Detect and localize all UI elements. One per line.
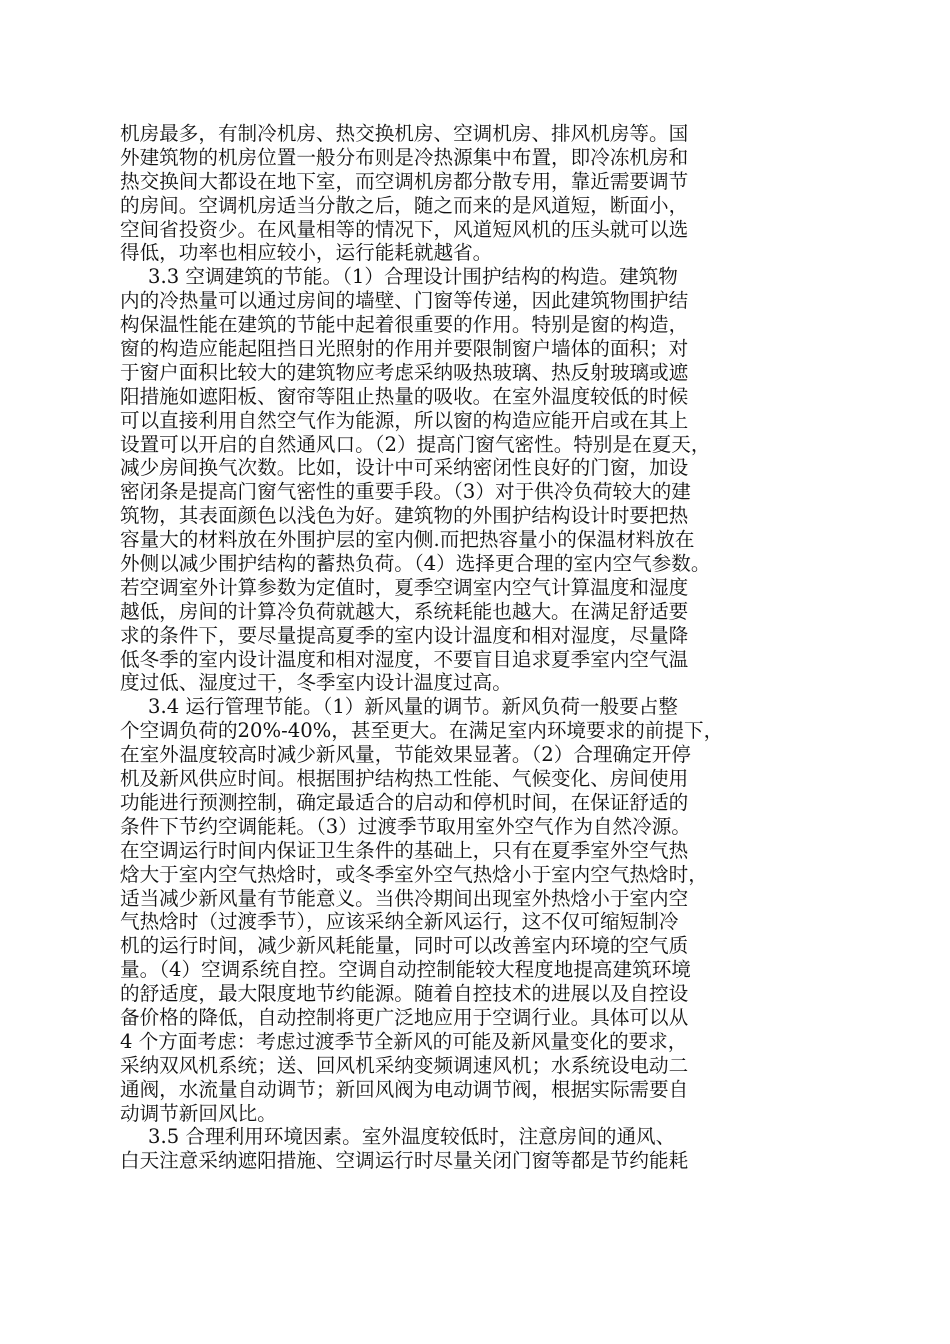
text-line: 热交换间大都设在地下室，而空调机房都分散专用，靠近需要调节	[120, 169, 689, 193]
text-line: 越低，房间的计算冷负荷就越大，系统耗能也越大。在满足舒适要	[120, 599, 689, 623]
text-line: 在空调运行时间内保证卫生条件的基础上，只有在夏季室外空气热	[120, 838, 689, 862]
text-line: 设置可以开启的自然通风口。（2）提高门窗气密性。特别是在夏天，	[120, 432, 711, 456]
text-line: 的舒适度，最大限度地节约能源。随着自控技术的进展以及自控设	[120, 982, 689, 1006]
text-line: 焓大于室内空气热焓时，或冬季室外空气热焓小于室内空气热焓时，	[120, 862, 708, 886]
text-line: 于窗户面积比较大的建筑物应考虑采纳吸热玻璃、热反射玻璃或遮	[120, 360, 689, 384]
text-line: 窗的构造应能起阻挡日光照射的作用并要限制窗户墙体的面积；对	[120, 337, 689, 361]
text-line: 若空调室外计算参数为定值时，夏季空调室内空气计算温度和湿度	[120, 575, 689, 599]
section-heading-line: 3.4 运行管理节能。（1）新风量的调节。新风负荷一般要占整	[148, 695, 678, 719]
text-line: 外侧以减少围护结构的蓄热负荷。（4）选择更合理的室内空气参数。	[120, 552, 711, 576]
text-line: 可以直接利用自然空气作为能源，所以窗的构造应能开启或在其上	[120, 408, 689, 432]
text-line: 空间省投资少。在风量相等的情况下，风道短风机的压头就可以选	[120, 217, 689, 241]
section-heading-line: 3.5 合理利用环境因素。室外温度较低时，注意房间的通风、	[148, 1125, 676, 1149]
text-line: 减少房间换气次数。比如，设计中可采纳密闭性良好的门窗，加设	[120, 456, 689, 480]
text-line: 容量大的材料放在外围护层的室内侧.而把热容量小的保温材料放在	[120, 528, 695, 552]
text-line: 机房最多，有制冷机房、热交换机房、空调机房、排风机房等。国	[120, 122, 689, 145]
text-line: 的房间。空调机房适当分散之后，随之而来的是风道短，断面小，	[120, 193, 689, 217]
text-line: 白天注意采纳遮阳措施、空调运行时尽量关闭门窗等都是节约能耗	[120, 1149, 689, 1173]
text-line: 个空调负荷的20%-40%，甚至更大。在满足室内环境要求的前提下，	[120, 719, 724, 743]
text-line: 得低，功率也相应较小，运行能耗就越省。	[120, 241, 493, 265]
text-line: 量。（4）空调系统自控。空调自动控制能较大程度地提高建筑环境	[120, 958, 691, 982]
text-line: 低冬季的室内设计温度和相对湿度，不要盲目追求夏季室内空气温	[120, 647, 689, 671]
text-line: 阳措施如遮阳板、窗帘等阻止热量的吸收。在室外温度较低的时候	[120, 384, 689, 408]
text-line: 4 个方面考虑：考虑过渡季节全新风的可能及新风量变化的要求，	[120, 1029, 688, 1053]
text-line: 在室外温度较高时减少新风量，节能效果显著。（2）合理确定开停	[120, 743, 691, 767]
text-line: 度过低、湿度过干，冬季室内设计温度过高。	[120, 671, 512, 695]
text-line: 备价格的降低，自动控制将更广泛地应用于空调行业。具体可以从	[120, 1005, 689, 1029]
text-line: 通阀，水流量自动调节；新回风阀为电动调节阀，根据实际需要自	[120, 1077, 689, 1101]
text-line: 条件下节约空调能耗。（3）过渡季节取用室外空气作为自然冷源。	[120, 814, 691, 838]
section-heading-line: 3.3 空调建筑的节能。（1）合理设计围护结构的构造。建筑物	[148, 265, 678, 289]
text-line: 内的冷热量可以通过房间的墙壁、门窗等传递，因此建筑物围护结	[120, 289, 689, 313]
text-line: 功能进行预测控制，确定最适合的启动和停机时间，在保证舒适的	[120, 790, 689, 814]
document-body	[120, 122, 830, 1173]
text-line: 适当减少新风量有节能意义。当供冷期间出现室外热焓小于室内空	[120, 886, 689, 910]
text-line: 机及新风供应时间。根据围护结构热工性能、气候变化、房间使用	[120, 767, 689, 791]
text-line: 构保温性能在建筑的节能中起着很重要的作用。特别是窗的构造，	[120, 313, 689, 337]
text-line: 采纳双风机系统；送、回风机采纳变频调速风机；水系统设电动二	[120, 1053, 689, 1077]
text-line: 密闭条是提高门窗气密性的重要手段。（3）对于供冷负荷较大的建	[120, 480, 691, 504]
text-line: 外建筑物的机房位置一般分布则是冷热源集中布置，即冷冻机房和	[120, 145, 689, 169]
text-line: 气热焓时（过渡季节），应该采纳全新风运行，这不仅可缩短制冷	[120, 910, 679, 934]
text-line: 机的运行时间，减少新风耗能量，同时可以改善室内环境的空气质	[120, 934, 689, 958]
text-line: 筑物，其表面颜色以浅色为好。建筑物的外围护结构设计时要把热	[120, 504, 689, 528]
text-line: 求的条件下，要尽量提高夏季的室内设计温度和相对湿度，尽量降	[120, 623, 689, 647]
text-line: 动调节新回风比。	[120, 1101, 277, 1125]
